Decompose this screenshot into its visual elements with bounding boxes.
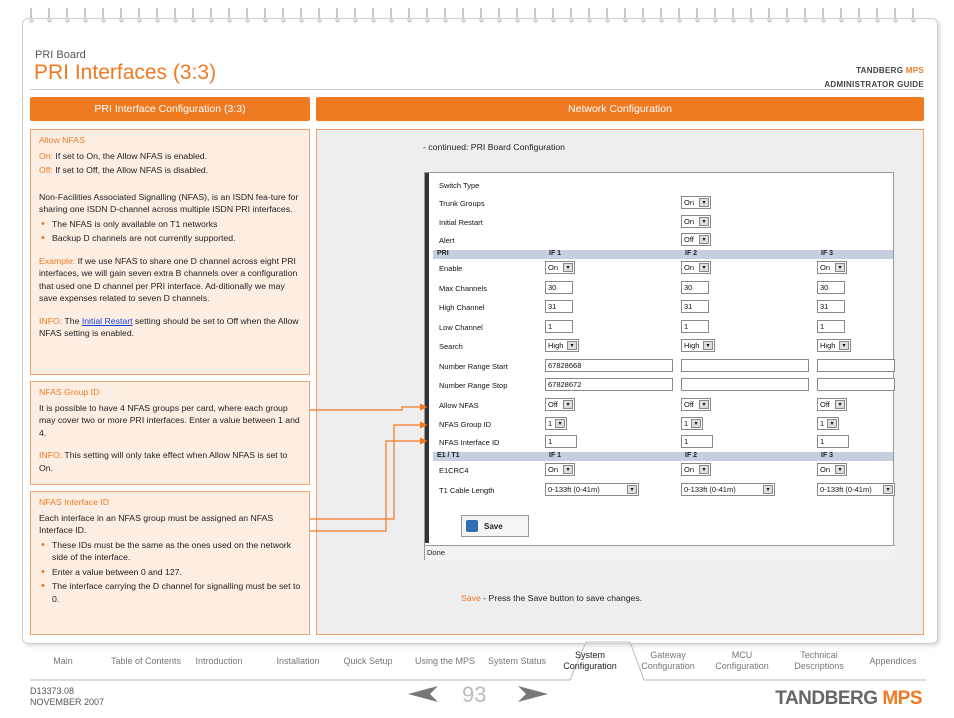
select-value: On: [820, 465, 831, 474]
field-label: Low Channel: [439, 322, 483, 332]
field-label: NFAS Interface ID: [439, 437, 500, 447]
info-text: The: [62, 315, 82, 326]
section-header: [433, 452, 893, 461]
allow-nfas-select[interactable]: [681, 398, 711, 411]
save-label: Save: [484, 521, 503, 531]
arrow-nfas-iface: [310, 441, 424, 531]
arrowhead: [420, 438, 426, 444]
field-label: Number Range Start: [439, 361, 508, 371]
footer-logo: [775, 688, 922, 710]
nfas-group-select[interactable]: [681, 417, 703, 430]
status-bar: Done: [425, 545, 895, 561]
off-label: Off:: [39, 165, 53, 175]
on-label: On:: [39, 150, 54, 161]
chevron-down-icon: ▾: [627, 485, 637, 494]
chevron-down-icon: ▾: [691, 419, 701, 428]
binder-ring: [66, 8, 69, 22]
search-select[interactable]: [545, 339, 579, 352]
chevron-down-icon: ▾: [835, 263, 845, 272]
field-label: Switch Type: [439, 180, 480, 190]
select-value: On: [684, 217, 695, 226]
example-label: Example:: [39, 255, 76, 266]
continued-label: - continued: PRI Board Configuration: [423, 142, 565, 152]
low-channel-input[interactable]: 1: [817, 320, 845, 333]
page-number: 93: [462, 682, 487, 707]
binder-ring: [390, 8, 393, 22]
nav-tab[interactable]: Gateway Configuration: [641, 650, 695, 671]
binder-ring: [246, 8, 249, 22]
low-channel-input[interactable]: 1: [681, 320, 709, 333]
binder-ring: [840, 8, 843, 22]
select-value: 1: [684, 419, 689, 428]
nfas-interface-id-box: [30, 491, 310, 635]
select-value: On: [684, 465, 695, 474]
doc-info: [30, 686, 104, 708]
doc-date: NOVEMBER 2007: [30, 697, 105, 707]
info-text: setting should be set to Off when the Allow NFAS setting is enabled.: [39, 315, 299, 338]
info-label: INFO:: [39, 315, 63, 326]
allow-nfas-box: [30, 129, 310, 375]
select-value: On: [548, 263, 559, 272]
nfas-group-id-box: [30, 381, 310, 485]
save-note-text: - Press the Save button to save changes.: [480, 593, 643, 603]
nfas-description: Non-Facilities Associated Signalling (NFAS), is an ISDN fea-ture for sharing one ISDN D-channel across multiple ISDN PRI interfaces.: [39, 191, 299, 214]
column-header: IF 2: [685, 250, 698, 257]
high-channel-input[interactable]: 31: [817, 300, 845, 313]
select-value: 1: [820, 419, 825, 428]
nav-tab[interactable]: Technical Descriptions: [794, 650, 844, 671]
nav-tab[interactable]: Appendices: [869, 655, 917, 666]
select-value: Off: [548, 400, 558, 409]
binder-ring: [678, 8, 681, 22]
allow-nfas-select[interactable]: [545, 398, 575, 411]
binder-ring: [138, 8, 141, 22]
field-label: Alert: [439, 235, 455, 245]
search-select[interactable]: [681, 339, 715, 352]
config-screenshot: [424, 172, 894, 560]
binder-ring: [372, 8, 375, 22]
column-header: IF 2: [685, 452, 698, 459]
binder-ring: [336, 8, 339, 22]
low-channel-input[interactable]: 1: [545, 320, 573, 333]
save-note-label: Save: [461, 593, 481, 603]
chevron-down-icon: ▾: [835, 400, 845, 409]
select-value: Off: [684, 235, 694, 244]
field-label: Allow NFAS: [439, 400, 479, 410]
binder-ring: [318, 8, 321, 22]
nav-tab[interactable]: Main: [53, 655, 73, 666]
initial-restart-link[interactable]: Initial Restart: [81, 315, 133, 326]
binder-ring: [894, 8, 897, 22]
field-label: Trunk Groups: [439, 198, 485, 208]
binder-ring: [282, 8, 285, 22]
next-page-icon[interactable]: [518, 686, 548, 702]
nfas-interface-input[interactable]: 1: [817, 435, 849, 448]
column-header: E1 / T1: [437, 452, 460, 459]
select-value: High: [548, 341, 564, 350]
arrowhead: [420, 404, 426, 410]
column-header: IF 3: [821, 452, 834, 459]
arrow-nfas-group: [310, 425, 424, 519]
nfas-interface-input[interactable]: 1: [681, 435, 713, 448]
list-item: • Backup D channels are not currently supported.: [39, 232, 301, 245]
search-select[interactable]: [817, 339, 851, 352]
left-section-tab: PRI Interface Configuration (3:3): [30, 97, 310, 121]
chevron-down-icon: ▾: [699, 400, 709, 409]
select-value: Off: [684, 400, 694, 409]
binder-ring: [768, 8, 771, 22]
chevron-down-icon: ▾: [699, 263, 709, 272]
binder-ring: [498, 8, 501, 22]
binder-ring: [642, 8, 645, 22]
nfas-group-text: It is possible to have 4 NFAS groups per card, where each group may cover two or more PRI interfaces. Enter a value between 1 and 4.: [39, 402, 300, 438]
chevron-down-icon: ▾: [763, 485, 773, 494]
section-header: [433, 250, 893, 259]
off-text: If set to Off, the Allow NFAS is disabled.: [52, 165, 209, 175]
binder-ring: [552, 8, 555, 22]
e1crc4-select[interactable]: [817, 463, 847, 476]
chevron-down-icon: ▾: [563, 400, 573, 409]
binder-ring: [264, 8, 267, 22]
binder-rings: [30, 8, 930, 28]
brand-mps: MPS: [905, 66, 924, 75]
logo-mps: MPS: [882, 688, 922, 709]
binder-ring: [696, 8, 699, 22]
alert-select[interactable]: [681, 233, 711, 246]
select-value: On: [684, 198, 695, 207]
save-button[interactable]: [461, 515, 529, 537]
binder-ring: [570, 8, 573, 22]
select-value: Off: [820, 400, 830, 409]
nav-tab[interactable]: Using the MPS: [414, 655, 476, 666]
save-note: [461, 593, 642, 603]
chevron-down-icon: ▾: [555, 419, 565, 428]
number-range-start-input[interactable]: [681, 359, 809, 372]
nav-tab[interactable]: Installation: [276, 655, 320, 666]
binder-ring: [480, 8, 483, 22]
doc-number: D13373.08: [30, 686, 75, 696]
brand-name: TANDBERG: [856, 66, 904, 75]
binder-ring: [750, 8, 753, 22]
nav-tab[interactable]: Quick Setup: [343, 655, 393, 666]
field-label: Max Channels: [439, 283, 487, 293]
binder-ring: [858, 8, 861, 22]
chevron-down-icon: ▾: [563, 465, 573, 474]
list-item: • These IDs must be the same as the ones used on the network side of the interface.: [39, 539, 301, 564]
chevron-down-icon: ▾: [699, 465, 709, 474]
brand-block: [824, 64, 924, 92]
binder-ring: [192, 8, 195, 22]
column-header: IF 1: [549, 250, 562, 257]
max-channels-input[interactable]: 30: [545, 281, 573, 294]
nfas-interface-input[interactable]: 1: [545, 435, 577, 448]
column-header: IF 1: [549, 452, 562, 459]
select-value: On: [684, 263, 695, 272]
logo-text: TANDBERG: [775, 688, 878, 709]
number-range-stop-input[interactable]: 67828672: [545, 378, 673, 391]
select-value: High: [684, 341, 700, 350]
page-subtitle: PRI Board: [35, 49, 86, 61]
e1crc4-select[interactable]: [681, 463, 711, 476]
number-range-stop-input[interactable]: [681, 378, 809, 391]
select-value: On: [548, 465, 559, 474]
allow-nfas-select[interactable]: [817, 398, 847, 411]
binder-ring: [876, 8, 879, 22]
select-value: 0-133ft (0-41m): [684, 485, 736, 494]
binder-ring: [408, 8, 411, 22]
chevron-down-icon: ▾: [699, 217, 709, 226]
field-label: NFAS Group ID: [439, 419, 492, 429]
trunk-groups-select[interactable]: [681, 196, 711, 209]
binder-ring: [102, 8, 105, 22]
chevron-down-icon: ▾: [567, 341, 577, 350]
max-channels-input[interactable]: 30: [817, 281, 845, 294]
chevron-down-icon: ▾: [835, 465, 845, 474]
binder-ring: [300, 8, 303, 22]
prev-page-icon[interactable]: [408, 686, 438, 702]
chevron-down-icon: ▾: [699, 235, 709, 244]
binder-ring: [804, 8, 807, 22]
callout-arrows: [310, 395, 460, 535]
binder-ring: [660, 8, 663, 22]
chevron-down-icon: ▾: [699, 198, 709, 207]
binder-ring: [588, 8, 591, 22]
field-label: High Channel: [439, 302, 485, 312]
binder-ring: [462, 8, 465, 22]
binder-ring: [912, 8, 915, 22]
cable-length-select[interactable]: [817, 483, 895, 496]
select-value: 1: [548, 419, 553, 428]
binder-ring: [444, 8, 447, 22]
right-section-tab: Network Configuration: [316, 97, 924, 121]
field-label: Search: [439, 341, 463, 351]
number-range-start-input[interactable]: 67828668: [545, 359, 673, 372]
info-text: This setting will only take effect when Allow NFAS is set to On.: [39, 450, 288, 473]
arrow-allow-nfas: [310, 407, 424, 410]
binder-ring: [210, 8, 213, 22]
e1crc4-select[interactable]: [545, 463, 575, 476]
binder-ring: [30, 8, 33, 22]
binder-ring: [516, 8, 519, 22]
chevron-down-icon: ▾: [839, 341, 849, 350]
nav-tab[interactable]: System Configuration: [563, 650, 617, 671]
high-channel-input[interactable]: 31: [681, 300, 709, 313]
nav-tab[interactable]: System Status: [487, 655, 547, 666]
select-value: On: [820, 263, 831, 272]
binder-ring: [822, 8, 825, 22]
example-text: If we use NFAS to share one D channel across eight PRI interfaces, we will gain seven extra B channels over a configuration that used one D channel per PRI interface. Ad-ditionally we may save expenses related to seven D channels.: [39, 255, 298, 303]
select-value: High: [820, 341, 836, 350]
binder-ring: [120, 8, 123, 22]
binder-ring: [48, 8, 51, 22]
binder-ring: [174, 8, 177, 22]
list-item: • The interface carrying the D channel for signalling must be set to 0.: [39, 580, 301, 605]
binder-ring: [84, 8, 87, 22]
select-value: 0-133ft (0-41m): [820, 485, 872, 494]
field-label: Number Range Stop: [439, 380, 508, 390]
cable-length-select[interactable]: [681, 483, 775, 496]
arrowhead: [420, 422, 426, 428]
bottom-navigation: [30, 640, 926, 682]
chevron-down-icon: ▾: [883, 485, 893, 494]
field-label: T1 Cable Length: [439, 485, 495, 495]
cable-length-select[interactable]: [545, 483, 639, 496]
nav-tab[interactable]: Introduction: [195, 655, 243, 666]
binder-ring: [714, 8, 717, 22]
field-label: Initial Restart: [439, 217, 483, 227]
info-label: INFO:: [39, 450, 63, 460]
field-label: Enable: [439, 263, 463, 273]
nfas-interface-heading: NFAS Interface ID: [39, 497, 110, 507]
column-header: IF 3: [821, 250, 834, 257]
nfas-group-select[interactable]: [817, 417, 839, 430]
max-channels-input[interactable]: 30: [681, 281, 709, 294]
select-value: 0-133ft (0-41m): [548, 485, 600, 494]
list-item: • Enter a value between 0 and 127.: [39, 566, 301, 579]
enable-select[interactable]: [545, 261, 575, 274]
nfas-interface-text: Each interface in an NFAS group must be assigned an NFAS Interface ID.: [39, 512, 274, 535]
binder-ring: [534, 8, 537, 22]
binder-ring: [786, 8, 789, 22]
binder-ring: [732, 8, 735, 22]
binder-ring: [426, 8, 429, 22]
number-range-start-input[interactable]: [817, 359, 895, 372]
column-header: PRI: [437, 250, 449, 257]
brand-guide: ADMINISTRATOR GUIDE: [824, 80, 924, 89]
binder-ring: [606, 8, 609, 22]
header-divider: [30, 89, 924, 90]
list-item: • The NFAS is only available on T1 networks: [39, 218, 301, 231]
chevron-down-icon: ▾: [703, 341, 713, 350]
chevron-down-icon: ▾: [563, 263, 573, 272]
binder-ring: [228, 8, 231, 22]
high-channel-input[interactable]: 31: [545, 300, 573, 313]
nfas-group-select[interactable]: [545, 417, 567, 430]
nav-tab[interactable]: MCU Configuration: [715, 650, 769, 671]
initial-restart-select[interactable]: [681, 215, 711, 228]
number-range-stop-input[interactable]: [817, 378, 895, 391]
chevron-down-icon: ▾: [827, 419, 837, 428]
nav-tab[interactable]: Table of Contents: [110, 655, 182, 666]
binder-ring: [624, 8, 627, 22]
binder-ring: [354, 8, 357, 22]
allow-nfas-heading: Allow NFAS: [39, 135, 85, 145]
field-label: E1CRC4: [439, 465, 469, 475]
enable-select[interactable]: [681, 261, 711, 274]
on-text: If set to On, the Allow NFAS is enabled.: [53, 150, 208, 161]
enable-select[interactable]: [817, 261, 847, 274]
nfas-group-heading: NFAS Group ID: [39, 387, 100, 397]
binder-ring: [156, 8, 159, 22]
page-title: PRI Interfaces (3:3): [34, 61, 217, 84]
save-icon: [466, 520, 478, 532]
